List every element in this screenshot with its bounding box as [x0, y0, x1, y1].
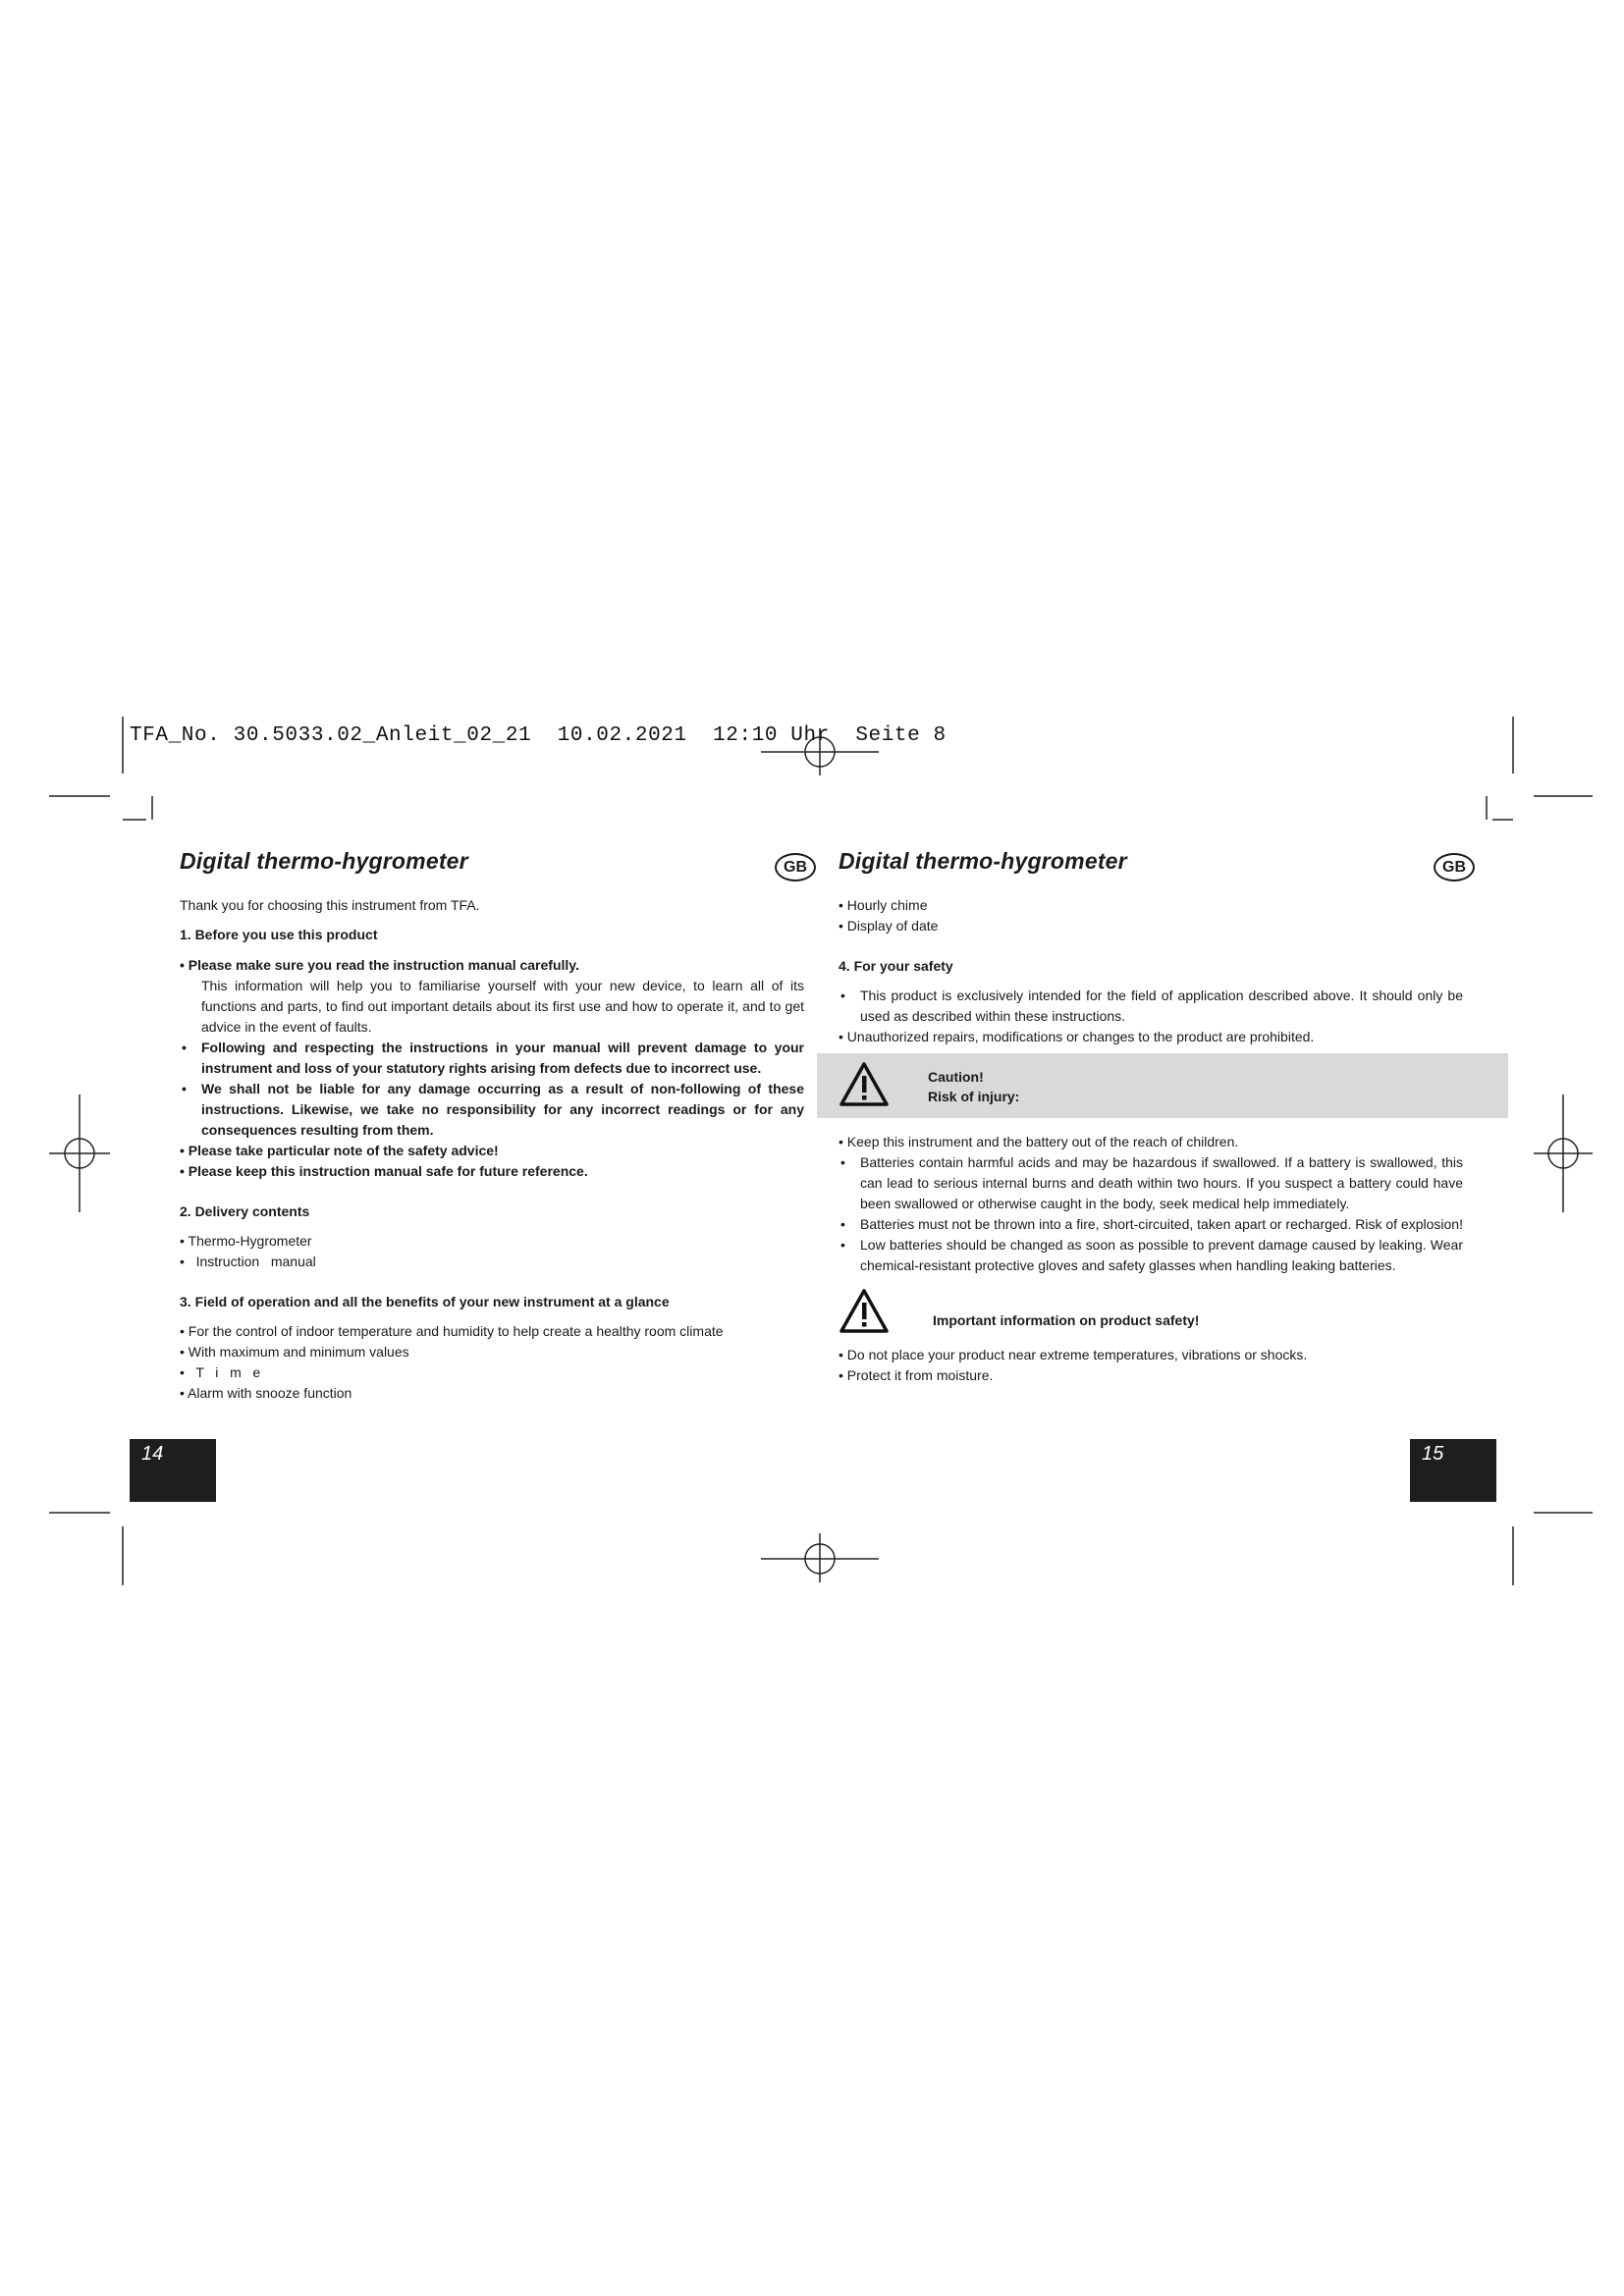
section2-list: [180, 1231, 804, 1272]
list-item-text: Unauthorized repairs, modifications or changes to the product are prohibited.: [846, 1029, 1315, 1044]
list-item: • With maximum and minimum values: [180, 1344, 409, 1360]
caution-box: [817, 1053, 1508, 1118]
section1-list: [180, 955, 804, 976]
section1-list-bold: [180, 1038, 804, 1182]
warning-triangle-icon: [839, 1061, 890, 1108]
section1-item1-text: This information will help you to familiarise yourself with your new device, to learn all of its functions and parts, to find out important details about its first use and how to operate it, and to get advice in the event of faults.: [201, 978, 804, 1035]
section1-heading: 1. Before you use this product: [180, 927, 378, 942]
page-number-tab-right: [1410, 1439, 1496, 1502]
list-item-text: Display of date: [846, 918, 939, 934]
right-page-title: Digital thermo-hygrometer: [839, 848, 1127, 874]
gb-badge: GB: [1434, 853, 1475, 881]
list-item-text: This product is exclusively intended for the field of application described above. It should only be used as described within these instructions.: [860, 988, 1463, 1024]
list-item-text: For the control of indoor temperature and humidity to help create a healthy room climate: [188, 1323, 724, 1339]
list-item-text: We shall not be liable for any damage occurring as a result of non-following of these instructions. Likewise, we take no responsibility for any incorrect readings or for any consequences resulting from them.: [201, 1081, 804, 1138]
list-item: • Protect it from moisture.: [839, 1367, 994, 1383]
list-item-text: Please take particular note of the safety advice!: [188, 1143, 499, 1158]
list-item-text: Instruction manual: [195, 1254, 316, 1269]
list-item: • Keep this instrument and the battery out of the reach of children.: [839, 1134, 1239, 1149]
list-item-text: Keep this instrument and the battery out of the reach of children.: [846, 1134, 1239, 1149]
list-item: • For the control of indoor temperature and humidity to help create a healthy room climate: [180, 1323, 724, 1339]
list-item: • Batteries must not be thrown into a fire, short-circuited, taken apart or recharged. Risk of explosion!: [840, 1216, 1463, 1232]
gb-badge: GB: [775, 853, 816, 881]
list-item: • We shall not be liable for any damage occurring as a result of non-following of these instructions. Likewise, we take no responsibility for any incorrect readings or for any consequences resulting from them.: [182, 1081, 804, 1138]
important-row: [839, 1286, 1463, 1341]
list-item: • Low batteries should be changed as soon as possible to prevent damage caused by leaking. Wear chemical-resistant protective gloves and safety glasses when handling leaking batteries.: [840, 1237, 1463, 1273]
list-item: • Please keep this instruction manual safe for future reference.: [180, 1163, 588, 1179]
list-item: • Thermo-Hygrometer: [180, 1233, 312, 1249]
warning-triangle-icon: [839, 1288, 890, 1335]
list-item-text: Thermo-Hygrometer: [188, 1233, 312, 1249]
list-item: • Do not place your product near extreme temperatures, vibrations or shocks.: [839, 1347, 1308, 1362]
list-item: • This product is exclusively intended for the field of application described above. It should only be used as described within these instructions.: [840, 988, 1463, 1024]
left-page: [180, 848, 807, 1404]
list-item-text: Please make sure you read the instruction manual carefully.: [188, 957, 579, 973]
list-item: • Please take particular note of the safety advice!: [180, 1143, 499, 1158]
left-title-row: [180, 848, 807, 883]
caution-row: [839, 1053, 1463, 1118]
list-item-text: Low batteries should be changed as soon as possible to prevent damage caused by leaking. Wear chemical-resistant protective gloves and safety glasses when handling leaking batteries.: [860, 1237, 1463, 1273]
right-title-row: [839, 848, 1466, 883]
section3-list: [180, 1321, 804, 1404]
section4-heading: 4. For your safety: [839, 958, 953, 974]
list-item-text: Batteries contain harmful acids and may be hazardous if swallowed. If a battery is swallowed, this can lead to serious internal burns and death within two hours. If you suspect a battery could have been swallowed or otherwise caught in the body, seek medical help immediately.: [860, 1154, 1463, 1211]
page-number: 15: [1422, 1443, 1444, 1465]
list-item-text: Batteries must not be thrown into a fire, short-circuited, taken apart or recharged. Risk of explosion!: [860, 1216, 1463, 1232]
page-number: 14: [141, 1443, 164, 1465]
caution-line2: Risk of injury:: [928, 1089, 1020, 1104]
section4-list: [839, 986, 1463, 1047]
right-page: [839, 848, 1466, 1386]
list-item-text: Protect it from moisture.: [846, 1367, 994, 1383]
list-item: • Hourly chime: [839, 897, 928, 913]
left-page-title: Digital thermo-hygrometer: [180, 848, 468, 874]
list-item: • T i m e: [180, 1364, 261, 1380]
list-item: • Instruction manual: [180, 1254, 316, 1269]
list-item: • Alarm with snooze function: [180, 1385, 352, 1401]
file-info-header: TFA_No. 30.5033.02_Anleit_02_21 10.02.2021 12:10 Uhr Seite 8: [130, 724, 947, 747]
page-number-tab-left: [130, 1439, 216, 1502]
caution-line1: Caution!: [928, 1069, 984, 1085]
list-item-text: Alarm with snooze function: [188, 1385, 352, 1401]
intro-text: Thank you for choosing this instrument from TFA.: [180, 897, 480, 913]
section3-heading: 3. Field of operation and all the benefits of your new instrument at a glance: [180, 1294, 670, 1309]
list-item-text: Do not place your product near extreme temperatures, vibrations or shocks.: [846, 1347, 1308, 1362]
list-item: • Display of date: [839, 918, 939, 934]
list-item-text: With maximum and minimum values: [188, 1344, 409, 1360]
list-item-text: Following and respecting the instructions in your manual will prevent damage to your instrument and loss of your statutory rights arising from defects due to incorrect use.: [201, 1040, 804, 1076]
list-item-text: T i m e: [195, 1364, 261, 1380]
list-item: • Following and respecting the instructions in your manual will prevent damage to your instrument and loss of your statutory rights arising from defects due to incorrect use.: [182, 1040, 804, 1076]
list-item-text: Hourly chime: [846, 897, 928, 913]
injury-list: [839, 1132, 1463, 1276]
safety-list: [839, 1345, 1463, 1386]
list-item: • Unauthorized repairs, modifications or changes to the product are prohibited.: [839, 1029, 1315, 1044]
list-item: • Please make sure you read the instruction manual carefully.: [180, 957, 579, 973]
important-info-text: Important information on product safety!: [933, 1312, 1200, 1328]
section2-heading: 2. Delivery contents: [180, 1203, 310, 1219]
feature-list-continued: [839, 895, 1463, 936]
caution-text: [928, 1067, 1019, 1106]
list-item: • Batteries contain harmful acids and may be hazardous if swallowed. If a battery is swallowed, this can lead to serious internal burns and death within two hours. If you suspect a battery could have been swallowed or otherwise caught in the body, seek medical help immediately.: [840, 1154, 1463, 1211]
list-item-text: Please keep this instruction manual safe for future reference.: [188, 1163, 588, 1179]
